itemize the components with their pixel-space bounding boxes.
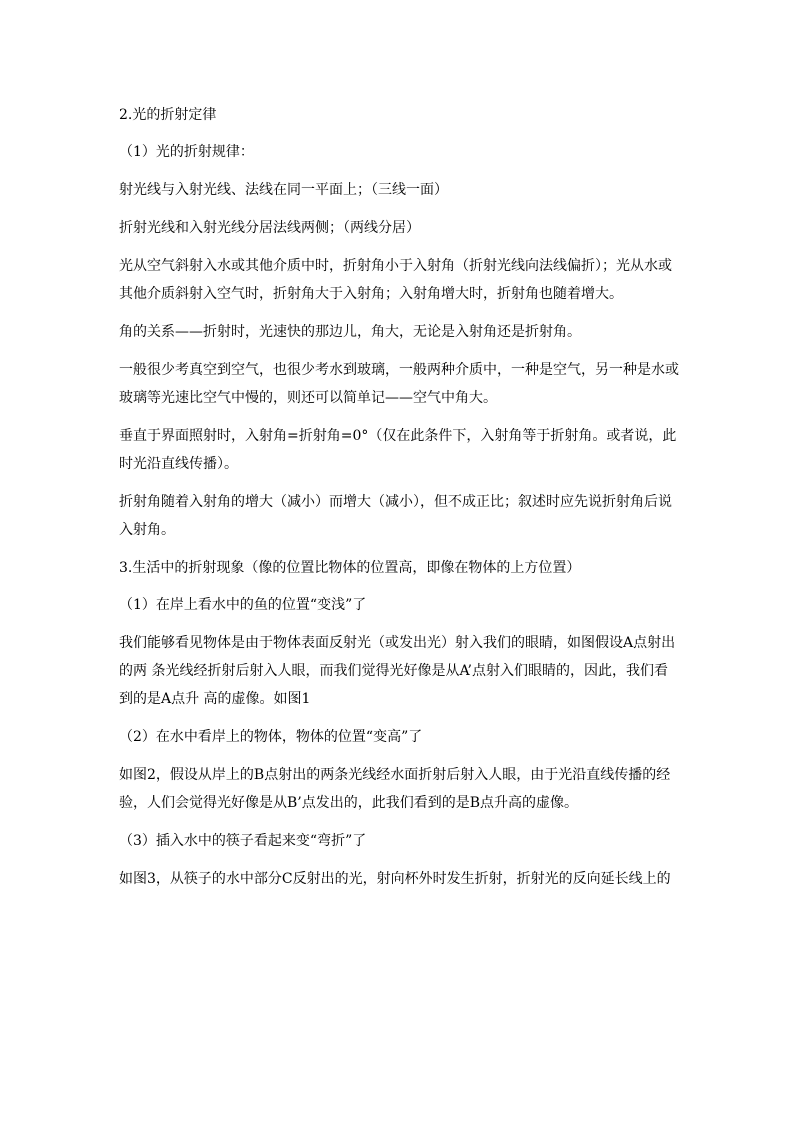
section-heading-refraction-law: 2.光的折射定律 [119, 107, 217, 123]
paragraph-three-lines-coplanar: 射光线与入射光线、法线在同一平面上；（三线一面） [119, 182, 448, 198]
subheading-chopsticks-bent: （3）插入水中的筷子看起来变“弯折”了 [119, 833, 367, 849]
paragraph-chopsticks-explanation: 如图3，从筷子的水中部分C反射出的光，射向杯外时发生折射，折射光的反向延长线上的 [119, 871, 671, 887]
subheading-refraction-rules: （1）光的折射规律： [119, 144, 254, 160]
paragraph-air-to-water: 光从空气斜射入水或其他介质中时，折射角小于入射角（折射光线向法线偏折）；光从水或其他介质斜射入空气时，折射角大于入射角；入射角增大时，折射角也随着增大。 [119, 258, 672, 302]
paragraph-perpendicular-incidence: 垂直于界面照射时，入射角=折射角=0°（仅在此条件下，入射角等于折射角。或者说，此时光沿直线传播）。 [119, 428, 677, 472]
paragraph-two-lines-separate: 折射光线和入射光线分居法线两侧；（两线分居） [119, 220, 420, 236]
paragraph-fish-explanation: 我们能够看见物体是由于物体表面反射光（或发出光）射入我们的眼睛，如图假设A点射出的两 条光线经折射后射入人眼，而我们觉得光好像是从A’点射入们眼睛的，因此，我们看到的是A点升 高的虚像。如图1 [119, 635, 676, 707]
paragraph-object-explanation: 如图2，假设从岸上的B点射出的两条光线经水面折射后射入人眼，由于光沿直线传播的经验，人们会觉得光好像是从B’点发出的，此我们看到的是B点升高的虚像。 [119, 767, 671, 811]
document-body [119, 101, 679, 903]
paragraph-angle-relation: 角的关系——折射时，光速快的那边儿，角大，无论是入射角还是折射角。 [119, 324, 581, 340]
section-heading-daily-refraction: 3.生活中的折射现象（像的位置比物体的位置高，即像在物体的上方位置） [119, 560, 581, 576]
subheading-object-higher: （2）在水中看岸上的物体，物体的位置“变高”了 [119, 729, 423, 745]
paragraph-angle-proportion: 折射角随着入射角的增大（减小）而增大（减小），但不成正比；叙述时应先说折射角后说入射角。 [119, 494, 672, 538]
paragraph-air-angle-larger: 一般很少考真空到空气，也很少考水到玻璃，一般两种介质中，一种是空气，另一种是水或玻璃等光速比空气中慢的，则还可以简单记——空气中角大。 [119, 362, 679, 406]
subheading-fish-shallower: （1）在岸上看水中的鱼的位置“变浅”了 [119, 597, 367, 613]
